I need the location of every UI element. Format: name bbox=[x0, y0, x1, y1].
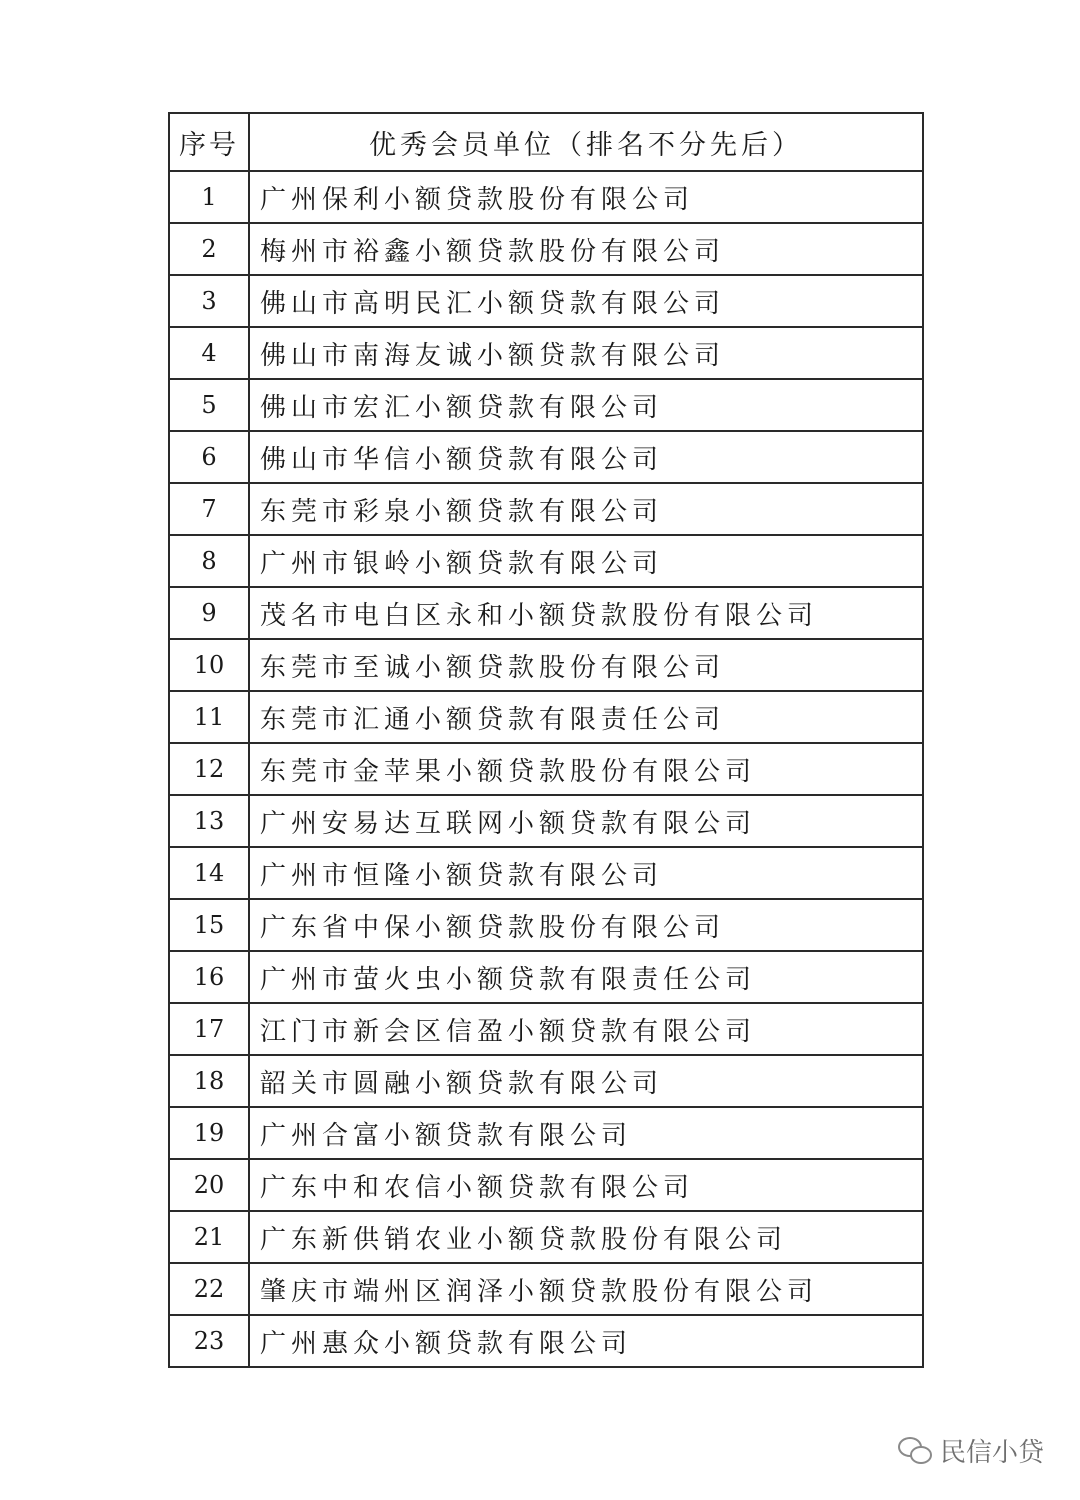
table-row bbox=[169, 847, 923, 899]
table-row bbox=[169, 535, 923, 587]
row-company-name: 梅州市裕鑫小额贷款股份有限公司 bbox=[249, 223, 923, 275]
row-company-name: 茂名市电白区永和小额贷款股份有限公司 bbox=[249, 587, 923, 639]
row-company-name: 东莞市彩泉小额贷款有限公司 bbox=[249, 483, 923, 535]
row-index: 18 bbox=[169, 1055, 249, 1107]
row-index: 9 bbox=[169, 587, 249, 639]
header-index: 序号 bbox=[169, 113, 249, 171]
row-company-name: 肇庆市端州区润泽小额贷款股份有限公司 bbox=[249, 1263, 923, 1315]
row-company-name: 佛山市南海友诚小额贷款有限公司 bbox=[249, 327, 923, 379]
row-company-name: 东莞市至诚小额贷款股份有限公司 bbox=[249, 639, 923, 691]
table-row bbox=[169, 1315, 923, 1367]
table-row bbox=[169, 743, 923, 795]
table-row bbox=[169, 275, 923, 327]
row-index: 2 bbox=[169, 223, 249, 275]
table-row bbox=[169, 639, 923, 691]
row-company-name: 广州市萤火虫小额贷款有限责任公司 bbox=[249, 951, 923, 1003]
member-table bbox=[168, 112, 924, 1368]
table-row bbox=[169, 1107, 923, 1159]
row-index: 17 bbox=[169, 1003, 249, 1055]
row-company-name: 佛山市华信小额贷款有限公司 bbox=[249, 431, 923, 483]
row-index: 20 bbox=[169, 1159, 249, 1211]
row-company-name: 广州市恒隆小额贷款有限公司 bbox=[249, 847, 923, 899]
row-index: 21 bbox=[169, 1211, 249, 1263]
row-company-name: 广州保利小额贷款股份有限公司 bbox=[249, 171, 923, 223]
table-row bbox=[169, 483, 923, 535]
table-row bbox=[169, 691, 923, 743]
row-company-name: 广东新供销农业小额贷款股份有限公司 bbox=[249, 1211, 923, 1263]
table-row bbox=[169, 1003, 923, 1055]
table-row bbox=[169, 327, 923, 379]
row-company-name: 广州合富小额贷款有限公司 bbox=[249, 1107, 923, 1159]
table-row bbox=[169, 431, 923, 483]
row-company-name: 东莞市汇通小额贷款有限责任公司 bbox=[249, 691, 923, 743]
row-company-name: 广州市银岭小额贷款有限公司 bbox=[249, 535, 923, 587]
header-row bbox=[169, 113, 923, 171]
row-company-name: 广东中和农信小额贷款有限公司 bbox=[249, 1159, 923, 1211]
row-index: 3 bbox=[169, 275, 249, 327]
row-company-name: 广州安易达互联网小额贷款有限公司 bbox=[249, 795, 923, 847]
table-row bbox=[169, 1055, 923, 1107]
row-company-name: 东莞市金苹果小额贷款股份有限公司 bbox=[249, 743, 923, 795]
row-index: 14 bbox=[169, 847, 249, 899]
table-body bbox=[169, 171, 923, 1367]
table-row bbox=[169, 1211, 923, 1263]
row-index: 5 bbox=[169, 379, 249, 431]
watermark bbox=[898, 1428, 1044, 1472]
table-row bbox=[169, 951, 923, 1003]
table-row bbox=[169, 223, 923, 275]
row-index: 8 bbox=[169, 535, 249, 587]
row-company-name: 佛山市高明民汇小额贷款有限公司 bbox=[249, 275, 923, 327]
row-index: 7 bbox=[169, 483, 249, 535]
row-index: 13 bbox=[169, 795, 249, 847]
table-row bbox=[169, 587, 923, 639]
table-header bbox=[169, 113, 923, 171]
row-index: 11 bbox=[169, 691, 249, 743]
table-row bbox=[169, 379, 923, 431]
table-row bbox=[169, 795, 923, 847]
row-company-name: 江门市新会区信盈小额贷款有限公司 bbox=[249, 1003, 923, 1055]
row-index: 15 bbox=[169, 899, 249, 951]
watermark-text: 民信小贷 bbox=[939, 1437, 1044, 1468]
header-name: 优秀会员单位（排名不分先后） bbox=[249, 113, 923, 171]
row-index: 19 bbox=[169, 1107, 249, 1159]
table-row bbox=[169, 171, 923, 223]
table-row bbox=[169, 1159, 923, 1211]
row-company-name: 广州惠众小额贷款有限公司 bbox=[249, 1315, 923, 1367]
row-company-name: 韶关市圆融小额贷款有限公司 bbox=[249, 1055, 923, 1107]
row-company-name: 佛山市宏汇小额贷款有限公司 bbox=[249, 379, 923, 431]
row-index: 6 bbox=[169, 431, 249, 483]
row-index: 10 bbox=[169, 639, 249, 691]
table-row bbox=[169, 899, 923, 951]
row-index: 22 bbox=[169, 1263, 249, 1315]
row-index: 23 bbox=[169, 1315, 249, 1367]
table-row bbox=[169, 1263, 923, 1315]
row-index: 16 bbox=[169, 951, 249, 1003]
wechat-icon bbox=[898, 1435, 932, 1465]
row-company-name: 广东省中保小额贷款股份有限公司 bbox=[249, 899, 923, 951]
row-index: 4 bbox=[169, 327, 249, 379]
row-index: 1 bbox=[169, 171, 249, 223]
row-index: 12 bbox=[169, 743, 249, 795]
